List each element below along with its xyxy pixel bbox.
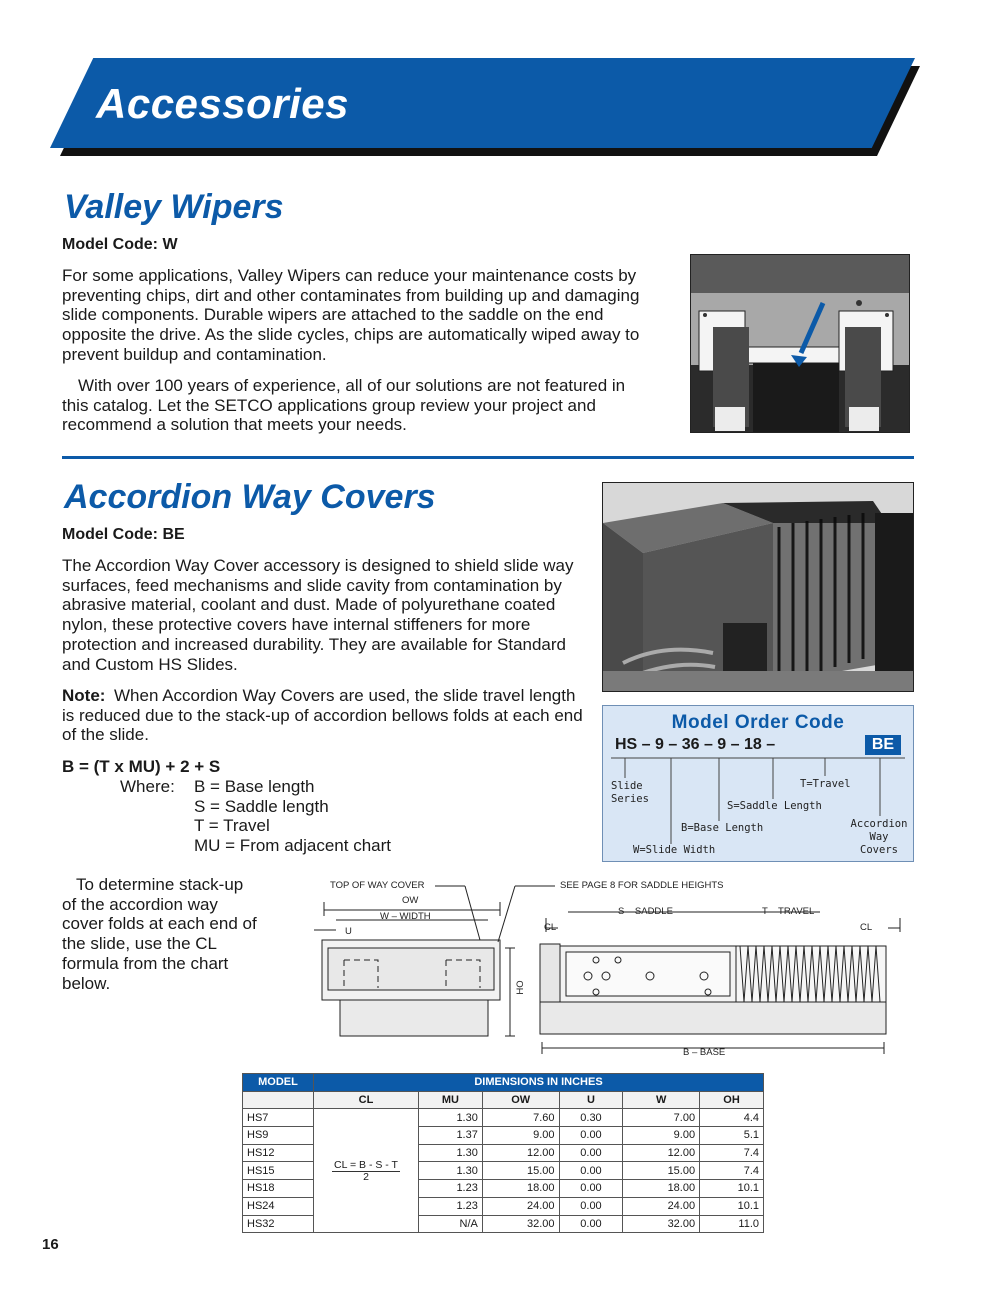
section-divider xyxy=(62,456,914,459)
note-block xyxy=(62,686,592,745)
cell-ow: 18.00 xyxy=(482,1180,559,1198)
th-ow: OW xyxy=(482,1091,559,1109)
cell-mu: 1.23 xyxy=(419,1180,483,1198)
cell-w: 15.00 xyxy=(623,1162,700,1180)
cell-ow: 32.00 xyxy=(482,1215,559,1233)
model-order-code-box xyxy=(602,705,914,862)
cell-w: 9.00 xyxy=(623,1127,700,1145)
cell-oh: 10.1 xyxy=(700,1197,764,1215)
label-slide-width: W=Slide Width xyxy=(633,844,716,856)
cell-oh: 7.4 xyxy=(700,1162,764,1180)
valley-wiper-photo xyxy=(690,254,910,433)
th-w: W xyxy=(623,1091,700,1109)
label-top-of-way-cover: TOP OF WAY COVER xyxy=(330,880,425,891)
cell-model: HS15 xyxy=(243,1162,314,1180)
label-accordion-way-covers: Accordion Way Covers xyxy=(850,818,908,856)
cell-ow: 12.00 xyxy=(482,1144,559,1162)
label-slide-series: Slide Series xyxy=(611,780,649,805)
page-number: 16 xyxy=(42,1236,59,1253)
cl-formula-cell xyxy=(314,1109,419,1233)
cell-oh: 5.1 xyxy=(700,1127,764,1145)
accordion-cover-photo xyxy=(602,482,914,692)
where-line-4: MU = From adjacent chart xyxy=(194,836,391,855)
cell-u: 0.00 xyxy=(559,1144,623,1162)
where-line-2: S = Saddle length xyxy=(194,797,329,816)
th-cl: CL xyxy=(314,1091,419,1109)
where-line-3: T = Travel xyxy=(194,816,270,835)
note-label: Note: xyxy=(62,686,106,705)
stackup-paragraph: To determine stack-up of the accordion way cover folds at each end of the slide, use the CL formula from the chart below. xyxy=(62,875,257,993)
page-title: Accessories xyxy=(96,80,350,127)
cell-oh: 11.0 xyxy=(700,1215,764,1233)
order-code-title: Model Order Code xyxy=(671,712,845,733)
cl-formula-denominator: 2 xyxy=(363,1170,369,1183)
cl-formula-numerator: CL = B - S - T xyxy=(334,1158,398,1171)
cell-oh: 4.4 xyxy=(700,1109,764,1127)
label-cl-left: CL xyxy=(544,922,557,933)
th-oh: OH xyxy=(700,1091,764,1109)
order-code-suffix: BE xyxy=(865,735,901,755)
cell-u: 0.00 xyxy=(559,1162,623,1180)
valley-heading: Valley Wipers xyxy=(64,188,284,226)
accordion-heading: Accordion Way Covers xyxy=(64,478,436,516)
th-mu: MU xyxy=(419,1091,483,1109)
cell-mu: 1.37 xyxy=(419,1127,483,1145)
cell-w: 24.00 xyxy=(623,1197,700,1215)
cell-ow: 24.00 xyxy=(482,1197,559,1215)
cell-model: HS32 xyxy=(243,1215,314,1233)
cell-model: HS18 xyxy=(243,1180,314,1198)
slide-dimension-drawing xyxy=(300,872,920,1062)
cell-ow: 15.00 xyxy=(482,1162,559,1180)
cell-model: HS24 xyxy=(243,1197,314,1215)
cell-u: 0.00 xyxy=(559,1215,623,1233)
label-w-width: W – WIDTH xyxy=(380,911,431,922)
cell-oh: 7.4 xyxy=(700,1144,764,1162)
label-b-base: B – BASE xyxy=(683,1047,726,1058)
cell-w: 32.00 xyxy=(623,1215,700,1233)
th-u: U xyxy=(559,1091,623,1109)
label-saddle-length: S=Saddle Length xyxy=(727,800,822,812)
valley-model-code: Model Code: W xyxy=(62,236,178,253)
label-cl-right: CL xyxy=(860,922,873,933)
cell-ow: 7.60 xyxy=(482,1109,559,1127)
where-line-1: B = Base length xyxy=(194,777,315,796)
cell-model: HS12 xyxy=(243,1144,314,1162)
cell-oh: 10.1 xyxy=(700,1180,764,1198)
label-s-saddle: S – SADDLE xyxy=(618,906,673,917)
cell-u: 0.00 xyxy=(559,1127,623,1145)
dimensions-table xyxy=(242,1073,764,1233)
th-dimensions: DIMENSIONS IN INCHES xyxy=(314,1074,764,1092)
cell-u: 0.00 xyxy=(559,1197,623,1215)
label-ow: OW xyxy=(402,895,419,906)
label-travel: T=Travel xyxy=(800,778,851,790)
cell-model: HS9 xyxy=(243,1127,314,1145)
order-code-string: HS – 9 – 36 – 9 – 18 – xyxy=(615,736,776,753)
label-oh: OH xyxy=(513,980,525,995)
cell-w: 18.00 xyxy=(623,1180,700,1198)
cell-mu: 1.23 xyxy=(419,1197,483,1215)
cell-mu: 1.30 xyxy=(419,1109,483,1127)
cell-w: 7.00 xyxy=(623,1109,700,1127)
where-label: Where: xyxy=(120,777,175,796)
note-text: When Accordion Way Covers are used, the slide travel length is reduced due to the stack-up of accordion bellows folds at each end of the slide. xyxy=(62,686,583,745)
label-u: U xyxy=(345,926,352,937)
cell-u: 0.30 xyxy=(559,1109,623,1127)
label-t-travel: T – TRAVEL xyxy=(762,906,815,917)
cell-model: HS7 xyxy=(243,1109,314,1127)
formula: B = (T x MU) + 2 + S xyxy=(62,757,221,776)
valley-paragraph-1: For some applications, Valley Wipers can reduce your maintenance costs by preventing chips, dirt and other contaminates from building up and damaging slide components. Durable wipers are attached to the saddle on the end opposite the drive. As the slide cycles, chips are automatically wiped away to prevent buildup and contamination. xyxy=(62,266,640,364)
accordion-paragraph: The Accordion Way Cover accessory is designed to shield slide way surfaces, feed mechanisms and slide cavity from contamination by abrasive material, coolant and dust. Made of polyurethane coated nylon, these protective covers have internal stiffeners for more protection and increased durability. They are available for Standard and Custom HS Slides. xyxy=(62,556,574,674)
label-base-length: B=Base Length xyxy=(681,822,764,834)
cell-w: 12.00 xyxy=(623,1144,700,1162)
accordion-model-code: Model Code: BE xyxy=(62,526,185,543)
th-model: MODEL xyxy=(243,1074,314,1092)
cell-mu: N/A xyxy=(419,1215,483,1233)
label-see-page-8: SEE PAGE 8 FOR SADDLE HEIGHTS xyxy=(560,880,724,891)
cell-u: 0.00 xyxy=(559,1180,623,1198)
cell-mu: 1.30 xyxy=(419,1144,483,1162)
cell-mu: 1.30 xyxy=(419,1162,483,1180)
cell-ow: 9.00 xyxy=(482,1127,559,1145)
valley-paragraph-2: With over 100 years of experience, all of our solutions are not featured in this catalog. Let the SETCO applications group review your project and recommend a solution that meets your needs. xyxy=(62,376,626,435)
table-row xyxy=(243,1109,764,1127)
